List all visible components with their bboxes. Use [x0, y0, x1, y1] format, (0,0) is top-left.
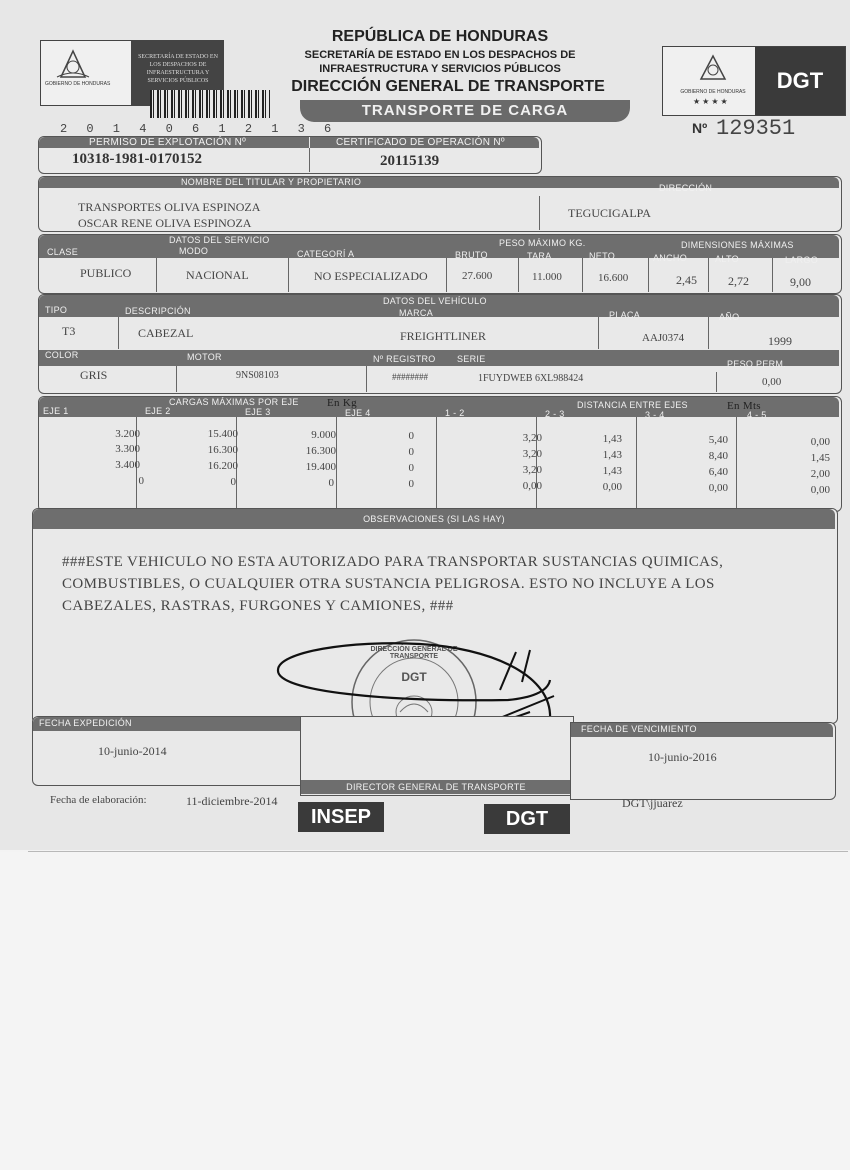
- axle-dist-cell: 0,00: [810, 484, 830, 496]
- service-divider: [648, 258, 649, 292]
- alto-label: ALTO: [715, 254, 739, 264]
- stamp-center-text: DGT: [401, 670, 427, 684]
- axle-load-cell: 3.300: [115, 443, 140, 455]
- dist-label: DISTANCIA ENTRE EJES: [577, 400, 688, 410]
- color-value: GRIS: [80, 368, 108, 382]
- expiry-date-label-bar: [571, 723, 833, 737]
- director-label-bar: [301, 780, 571, 794]
- directorate-title: DIRECCIÓN GENERAL DE TRANSPORTE: [291, 78, 605, 95]
- dist-header: 2 - 3: [545, 409, 565, 419]
- neto-value: 16.600: [598, 272, 629, 284]
- color-label: COLOR: [45, 350, 79, 360]
- axle-load-cell: 16.200: [207, 460, 238, 472]
- service-divider: [446, 258, 447, 292]
- categoria-value: NO ESPECIALIZADO: [314, 269, 428, 283]
- barcode: [150, 90, 270, 118]
- axle-dist-cell: 0,00: [522, 480, 542, 492]
- transport-type-banner: [300, 100, 630, 122]
- clase-value: PUBLICO: [80, 266, 132, 280]
- placa-value: AAJ0374: [642, 332, 685, 344]
- axle-header: EJE 2: [145, 406, 171, 416]
- axle-load-cell: 19.400: [305, 461, 336, 473]
- vehicle-label-bar: [39, 295, 839, 322]
- bruto-value: 27.600: [462, 270, 493, 282]
- ancho-value: 2,45: [676, 273, 697, 287]
- director-label: DIRECTOR GENERAL DE TRANSPORTE: [346, 782, 526, 792]
- dist-header: 3 - 4: [645, 410, 665, 420]
- peso-perm-value: 0,00: [762, 376, 782, 388]
- axle-load-cell: 15.400: [207, 428, 238, 440]
- page-edge: [28, 851, 848, 852]
- vehicle-divider: [716, 372, 717, 392]
- dgt-logo: [662, 46, 846, 116]
- marca-value: FREIGHTLINER: [400, 329, 486, 343]
- alto-value: 2,72: [728, 274, 749, 288]
- axle-dist-cell: 1,43: [602, 465, 622, 477]
- service-section-label: DATOS DEL SERVICIO: [169, 235, 270, 245]
- axle-load-cell: 3.200: [115, 428, 140, 440]
- peso-perm-label: PESO PERM.: [727, 359, 787, 369]
- ancho-label: ANCHO: [653, 253, 688, 263]
- tipo-label: TIPO: [45, 305, 68, 315]
- elaboration-label: Fecha de elaboración:: [50, 794, 147, 806]
- stamp-ring-text: DIRECCIÓN GENERAL DE TRANSPORTE: [370, 646, 458, 660]
- axle-load-cell: 3.400: [115, 459, 140, 471]
- service-divider: [518, 258, 519, 292]
- vehicle-divider: [598, 317, 599, 349]
- service-label-bar: [39, 235, 839, 265]
- country-title: REPÚBLICA DE HONDURAS: [331, 28, 549, 45]
- axle-divider: [336, 417, 337, 510]
- clase-label: CLASE: [47, 247, 79, 257]
- motor-value: 9NS08103: [236, 370, 279, 381]
- axle-dist-cell: 0,00: [602, 481, 622, 493]
- weight-section-label: PESO MÁXIMO KG.: [499, 238, 586, 248]
- certificate-label-bar: [310, 137, 539, 148]
- neto-label: NETO: [589, 251, 616, 261]
- bruto-label: BRUTO: [455, 250, 488, 260]
- registro-label: Nº REGISTRO: [373, 354, 436, 364]
- axle-load-cell: 0: [230, 476, 236, 488]
- observations-label-bar: [33, 509, 835, 529]
- issue-date-label: FECHA EXPEDICIÓN: [39, 718, 132, 728]
- elaboration-date: 11-diciembre-2014: [186, 794, 278, 808]
- exploitation-value: 10318-1981-0170152: [72, 151, 202, 167]
- descripcion-label: DESCRIPCIÓN: [125, 306, 191, 316]
- axle-dist-cell: 6,40: [708, 466, 728, 478]
- axle-dist-cell: 5,40: [708, 434, 728, 446]
- axle-header: EJE 4: [345, 408, 371, 418]
- service-divider: [156, 258, 157, 292]
- vehicle-divider: [366, 366, 367, 392]
- axle-dist-cell: 0,00: [810, 436, 830, 448]
- certificate-label: CERTIFICADO DE OPERACIÓN Nº: [336, 137, 505, 148]
- axle-dist-cell: 1,45: [810, 452, 830, 464]
- axle-dist-cell: 3,20: [522, 464, 542, 476]
- issue-date-value: 10-junio-2014: [98, 744, 167, 758]
- certificate-value: 20115139: [380, 153, 440, 169]
- observations-line-2: COMBUSTIBLES, O CUALQUIER OTRA SUSTANCIA PELIGROSA. ESTO NO INCLUYE A LOS: [62, 576, 715, 592]
- loads-label: CARGAS MÁXIMAS POR EJE: [169, 397, 299, 407]
- owner-name-line-2: OSCAR RENE OLIVA ESPINOZA: [78, 216, 252, 230]
- categoria-label: CATEGORÍ A: [297, 249, 355, 259]
- serie-value: 1FUYDWEB 6XL988424: [478, 373, 584, 384]
- axle-dist-cell: 1,43: [602, 433, 622, 445]
- service-divider: [288, 258, 289, 292]
- owner-name-line-1: TRANSPORTES OLIVA ESPINOZA: [78, 200, 261, 214]
- axle-dist-cell: 3,20: [522, 432, 542, 444]
- insep-badge: INSEP: [298, 802, 384, 832]
- owner-address-label: DIRECCIÓN: [659, 183, 713, 193]
- dist-header: 1 - 2: [445, 408, 465, 418]
- axle-dist-cell: 8,40: [708, 450, 728, 462]
- modo-value: NACIONAL: [186, 268, 249, 282]
- dgt-badge: DGT: [755, 47, 845, 115]
- axle-load-cell: 0: [408, 446, 414, 458]
- axle-load-cell: 16.300: [305, 445, 336, 457]
- ano-value: 1999: [768, 334, 792, 348]
- vehicle-divider: [176, 366, 177, 392]
- barcode-number: 2 0 1 4 0 6 1 2 1 3 6: [60, 122, 338, 136]
- permit-divider: [309, 148, 310, 172]
- registro-value: ########: [392, 372, 428, 382]
- tara-label: TARA: [527, 251, 552, 261]
- largo-label: LARGO: [785, 255, 819, 265]
- owner-name-label: NOMBRE DEL TITULAR Y PROPIETARIO: [181, 177, 362, 187]
- vehicle-divider: [708, 317, 709, 349]
- axle-load-cell: 0: [138, 475, 144, 487]
- issue-date-label-bar: [33, 717, 301, 731]
- dist-unit: En Mts: [727, 400, 761, 412]
- axle-dist-cell: 0,00: [708, 482, 728, 494]
- axle-divider: [436, 417, 437, 510]
- axle-divider: [636, 417, 637, 510]
- axle-dist-cell: 3,20: [522, 448, 542, 460]
- descripcion-value: CABEZAL: [138, 326, 194, 340]
- expiry-date-value: 10-junio-2016: [648, 750, 717, 764]
- blank-scan-area: [0, 852, 850, 1170]
- marca-label: MARCA: [399, 308, 434, 318]
- observations-line-3: CABEZALES, RASTRAS, FURGONES Y CAMIONES, ###: [62, 598, 454, 614]
- tipo-value: T3: [62, 324, 76, 338]
- axle-header: EJE 3: [245, 407, 271, 417]
- modo-label: MODO: [179, 246, 209, 256]
- stars-icon: ★ ★ ★ ★: [693, 97, 728, 106]
- elaboration-user: DGT\jjuarez: [622, 796, 683, 810]
- service-divider: [772, 258, 773, 292]
- secretariat-line-2: INFRAESTRUCTURA Y SERVICIOS PÚBLICOS: [319, 63, 561, 75]
- loads-unit: En Kg: [327, 397, 357, 409]
- placa-label: PLACA: [609, 310, 641, 320]
- axle-dist-cell: 1,43: [602, 449, 622, 461]
- axle-load-cell: 0: [328, 477, 334, 489]
- dist-header: 4 - 5: [747, 410, 767, 420]
- ano-label: AÑO: [719, 312, 740, 322]
- axle-divider: [736, 417, 737, 510]
- axle-load-cell: 16.300: [207, 444, 238, 456]
- axle-load-cell: 0: [408, 430, 414, 442]
- dgt-footer-badge: DGT: [484, 804, 570, 834]
- dims-section-label: DIMENSIONES MÁXIMAS: [681, 240, 794, 250]
- tara-value: 11.000: [532, 271, 562, 283]
- vehicle-section-label: DATOS DEL VEHÍCULO: [383, 296, 487, 306]
- doc-number: 129351: [716, 116, 796, 141]
- axles-label-bar: [39, 397, 839, 420]
- axle-dist-cell: 2,00: [810, 468, 830, 480]
- observations-label: OBSERVACIONES (SI LAS HAY): [363, 514, 505, 524]
- exploitation-label: PERMISO DE EXPLOTACIÓN Nº: [89, 137, 247, 148]
- axle-load-cell: 9.000: [311, 429, 336, 441]
- secretariat-logo-text: SECRETARÍA DE ESTADO EN LOS DESPACHOS DE INFRAESTRUCTURA Y SERVICIOS PÚBLICOS: [138, 54, 218, 84]
- service-divider: [708, 258, 709, 292]
- service-divider: [582, 258, 583, 292]
- doc-number-label: Nº: [692, 120, 708, 136]
- owner-divider: [539, 196, 540, 230]
- owner-address-value: TEGUCIGALPA: [568, 206, 651, 220]
- axle-load-cell: 0: [408, 462, 414, 474]
- coat-of-arms-icon: [53, 47, 93, 81]
- serie-label: SERIE: [457, 354, 486, 364]
- permit-label-bar: [39, 137, 309, 148]
- observations-line-1: ###ESTE VEHICULO NO ESTA AUTORIZADO PARA TRANSPORTAR SUSTANCIAS QUIMICAS,: [62, 554, 724, 570]
- motor-label: MOTOR: [187, 352, 222, 362]
- vehicle-divider: [118, 317, 119, 349]
- owner-label-bar: [39, 177, 839, 193]
- largo-value: 9,00: [790, 275, 811, 289]
- axle-header: EJE 1: [43, 406, 69, 416]
- coat-of-arms-icon: [695, 53, 731, 83]
- expiry-date-label: FECHA DE VENCIMIENTO: [581, 724, 697, 734]
- transport-type-text: TRANSPORTE DE CARGA: [361, 102, 569, 119]
- axle-load-cell: 0: [408, 478, 414, 490]
- secretariat-line-1: SECRETARÍA DE ESTADO EN LOS DESPACHOS DE: [304, 49, 576, 61]
- left-logo-caption: GOBIERNO DE HONDURAS: [45, 81, 111, 87]
- right-logo-caption: GOBIERNO DE HONDURAS: [680, 89, 746, 95]
- vehicle-label-bar-2: [39, 350, 839, 369]
